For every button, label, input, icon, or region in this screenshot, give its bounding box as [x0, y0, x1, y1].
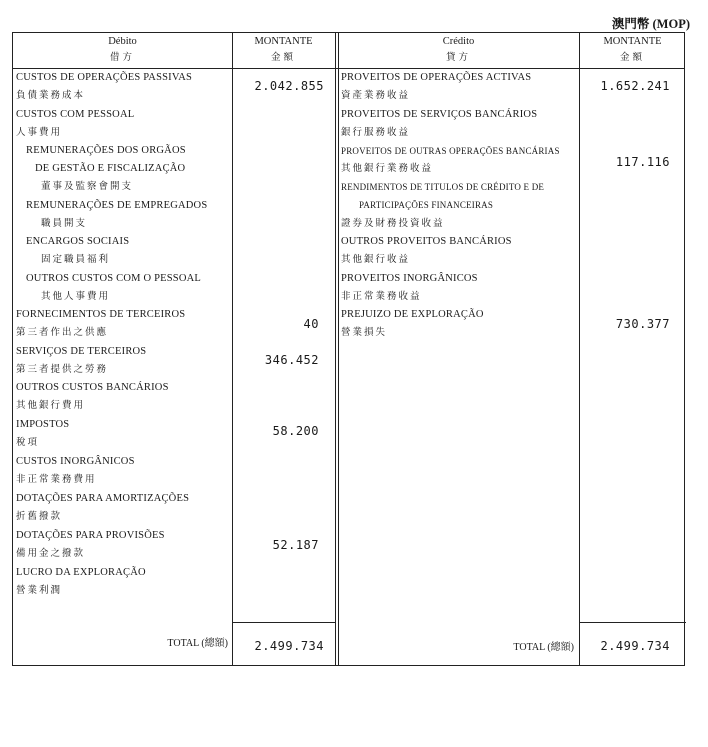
- debit-line: 營業利潤: [16, 585, 63, 596]
- debit-line: CUSTOS INORGÂNICOS: [16, 456, 135, 467]
- debit-line: 董事及監察會開支: [41, 181, 134, 192]
- col-divider: [579, 33, 580, 665]
- debit-line: OUTROS CUSTOS COM O PESSOAL: [26, 273, 201, 284]
- debit-line: REMUNERAÇÕES DOS ORGÃOS: [26, 145, 186, 156]
- amount-title: MONTANTE: [603, 36, 662, 47]
- debit-line: 人事費用: [16, 127, 63, 138]
- total-divider: [232, 622, 335, 623]
- debit-line: OUTROS CUSTOS BANCÁRIOS: [16, 382, 169, 393]
- credit-title: Crédito: [442, 36, 475, 47]
- credit-line: PROVEITOS DE OUTRAS OPERAÇÕES BANCÁRIAS: [341, 146, 560, 156]
- debit-line: DOTAÇÕES PARA PROVISÕES: [16, 530, 165, 541]
- credit-line: 資產業務收益: [341, 90, 411, 101]
- debit-line: REMUNERAÇÕES DE EMPREGADOS: [26, 200, 208, 211]
- credit-line: 其他銀行收益: [341, 254, 411, 265]
- debit-line: LUCRO DA EXPLORAÇÃO: [16, 567, 146, 578]
- credit-amount-header: [579, 34, 686, 66]
- credit-line: OUTROS PROVEITOS BANCÁRIOS: [341, 236, 512, 247]
- debit-amount: 58.200: [272, 424, 319, 438]
- credit-line: PROVEITOS DE OPERAÇÕES ACTIVAS: [341, 72, 532, 83]
- debit-line: 非正常業務費用: [16, 474, 97, 485]
- debit-line: 負債業務成本: [16, 90, 86, 101]
- debit-line: 備用金之撥款: [16, 548, 86, 559]
- amount-title: MONTANTE: [254, 36, 313, 47]
- debit-line: 其他銀行費用: [16, 400, 86, 411]
- debit-amount: 2.042.855: [254, 79, 324, 93]
- credit-line: PREJUIZO DE EXPLORAÇÃO: [341, 309, 484, 320]
- debit-header: [13, 34, 232, 66]
- debit-line: CUSTOS DE OPERAÇÕES PASSIVAS: [16, 72, 193, 83]
- debit-line: 職員開支: [41, 218, 88, 229]
- col-divider: [232, 33, 233, 665]
- credit-total-label: TOTAL (總額): [513, 642, 574, 653]
- credit-line: 證券及財務投資收益: [341, 218, 445, 229]
- debit-title-zh: 借方: [109, 52, 135, 63]
- debit-line: 稅項: [16, 437, 40, 448]
- debit-line: ENCARGOS SOCIAIS: [26, 236, 130, 247]
- debit-line: SERVIÇOS DE TERCEIROS: [16, 346, 147, 357]
- credit-line: 非正常業務收益: [341, 291, 422, 302]
- total-divider: [579, 622, 686, 623]
- debit-amount-header: [232, 34, 335, 66]
- amount-title-zh: 金額: [270, 52, 296, 63]
- debit-total-label: TOTAL (總額): [167, 638, 228, 649]
- debit-line: FORNECIMENTOS DE TERCEIROS: [16, 309, 186, 320]
- col-divider: [335, 33, 336, 665]
- credit-line: 銀行服務收益: [341, 127, 411, 138]
- debit-line: DOTAÇÕES PARA AMORTIZAÇÕES: [16, 493, 190, 504]
- credit-title-zh: 貸方: [445, 52, 471, 63]
- credit-line: 其他銀行業務收益: [341, 163, 434, 174]
- debit-amount: 346.452: [264, 353, 319, 367]
- debit-line: 第三者提供之勞務: [16, 364, 109, 375]
- amount-title-zh: 金額: [619, 52, 645, 63]
- debit-line: 固定職員福利: [41, 254, 111, 265]
- debit-amount: 52.187: [272, 538, 319, 552]
- debit-line: 第三者作出之供應: [16, 327, 109, 338]
- currency-label: 澳門幣 (MOP): [611, 17, 690, 31]
- debit-line: 其他人事費用: [41, 291, 111, 302]
- credit-amount: 1.652.241: [600, 79, 670, 93]
- credit-line: PROVEITOS INORGÂNICOS: [341, 273, 478, 284]
- debit-line: DE GESTÃO E FISCALIZAÇÃO: [35, 163, 186, 174]
- profit-loss-table: [12, 32, 685, 666]
- credit-header: [338, 34, 579, 66]
- debit-line: 折舊撥款: [16, 511, 63, 522]
- credit-amount: 117.116: [615, 155, 670, 169]
- debit-line: CUSTOS COM PESSOAL: [16, 109, 135, 120]
- credit-line: PARTICIPAÇÕES FINANCEIRAS: [359, 200, 494, 210]
- credit-line: 營業損失: [341, 327, 388, 338]
- credit-total-value: 2.499.734: [600, 639, 670, 653]
- credit-line: PROVEITOS DE SERVIÇOS BANCÁRIOS: [341, 109, 538, 120]
- debit-amount: 40: [303, 317, 319, 331]
- debit-title: Débito: [108, 36, 137, 47]
- debit-total-value: 2.499.734: [254, 639, 324, 653]
- credit-line: RENDIMENTOS DE TITULOS DE CRÉDITO E DE: [341, 182, 545, 192]
- col-divider: [338, 33, 339, 665]
- credit-amount: 730.377: [615, 317, 670, 331]
- debit-line: IMPOSTOS: [16, 419, 70, 430]
